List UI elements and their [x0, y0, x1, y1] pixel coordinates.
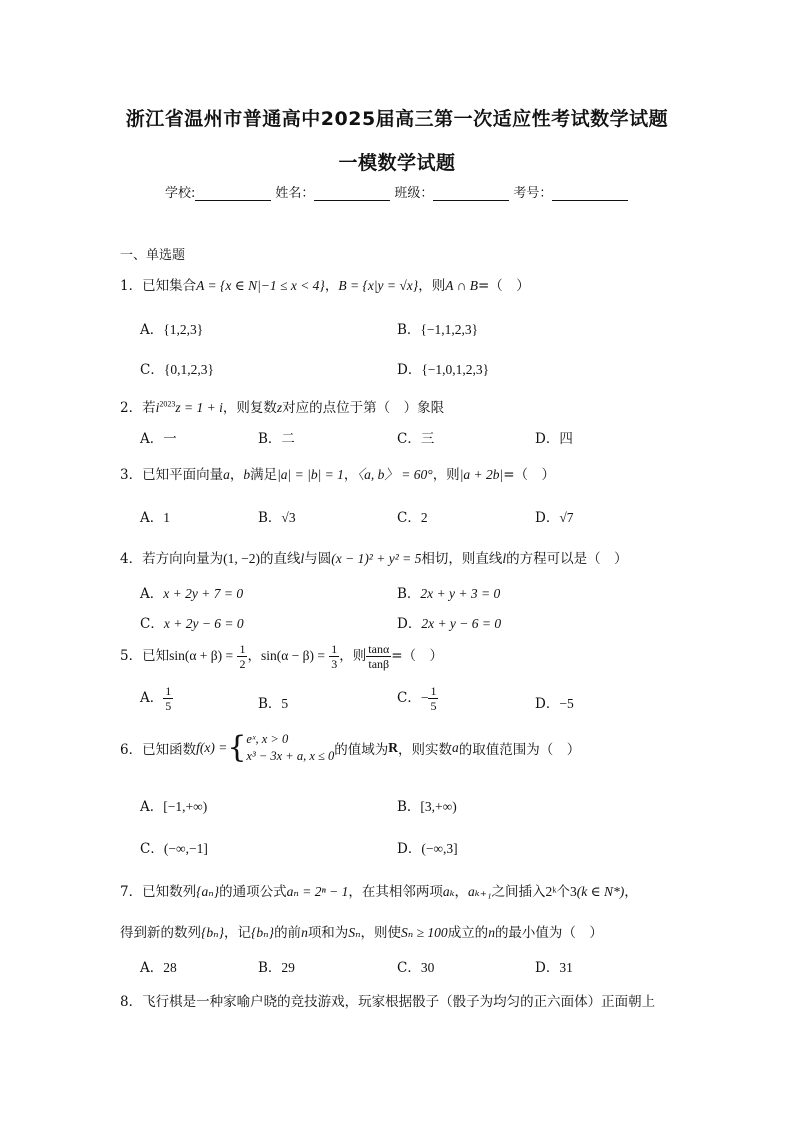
q4-option-d[interactable]: D．2x + y − 6 = 0 — [397, 616, 502, 632]
q5-option-d[interactable]: D．−5 — [535, 696, 574, 712]
q6-option-c[interactable]: C．(−∞,−1] — [140, 841, 208, 857]
q4-option-a[interactable]: A．x + 2y + 7 = 0 — [140, 586, 244, 602]
q1-sep: ， — [324, 278, 339, 294]
question-3: 3．已知平面向量a，b满足|a| = |b| = 1，〈a, b〉 = 60°，则|a + 2b|=（ ） — [120, 467, 556, 483]
name-blank[interactable] — [314, 186, 390, 201]
q7-option-c[interactable]: C．30 — [397, 960, 435, 976]
q3-option-d[interactable]: D．√7 — [535, 510, 574, 526]
q7-option-d[interactable]: D．31 — [535, 960, 573, 976]
q5-option-b[interactable]: B．5 — [258, 696, 289, 712]
q1-set-a: A = {x ∈ N|−1 ≤ x < 4} — [196, 278, 325, 293]
question-4: 4．若方向向量为(1, −2)的直线l与圆(x − 1)² + y² = 5相切，则直线l的方程可以是（ ） — [120, 551, 628, 567]
q5-option-c[interactable]: C．− $\frac{1}{5}$ — [397, 684, 437, 713]
q1-option-a[interactable]: A．{1,2,3} — [140, 322, 204, 338]
school-blank[interactable] — [195, 186, 271, 201]
q3-option-b[interactable]: B．√3 — [258, 510, 296, 526]
number-blank[interactable] — [552, 186, 628, 201]
q7-option-b[interactable]: B．29 — [258, 960, 295, 976]
class-blank[interactable] — [433, 186, 509, 201]
q6-option-b[interactable]: B．[3,+∞) — [397, 799, 457, 815]
question-1 — [120, 274, 530, 294]
question-8: 8．飞行棋是一种家喻户晓的竞技游戏，玩家根据骰子（骰子为均匀的正六面体）正面朝上 — [120, 994, 656, 1010]
question-6: 6．已知函数f(x) ={ eˣ, x > 0 x³ − 3x + a, x ≤ 0 的值域为R，则实数a的取值范围为（ ） — [120, 730, 581, 765]
class-label: 班级： — [394, 186, 434, 201]
q6-option-d[interactable]: D．(−∞,3] — [397, 841, 458, 857]
question-7-line-2: 得到新的数列{bₙ}，记{bₙ}的前n项和为Sₙ，则使Sₙ ≥ 100成立的n的最小值为（ ） — [120, 925, 603, 941]
q1-option-c[interactable]: C．{0,1,2,3} — [140, 362, 214, 378]
q1-blank: =（ ） — [477, 278, 530, 294]
school-label: 学校: — [165, 186, 196, 201]
q1-option-b[interactable]: B．{−1,1,2,3} — [397, 322, 479, 338]
q1-then: ，则 — [418, 278, 446, 294]
q1-option-d[interactable]: D．{−1,0,1,2,3} — [397, 362, 490, 378]
q4-option-b[interactable]: B．2x + y + 3 = 0 — [397, 586, 501, 602]
exam-title: 浙江省温州市普通高中2025届高三第一次适应性考试数学试题 — [125, 108, 669, 130]
question-7-line-1: 7．已知数列{aₙ}的通项公式aₙ = 2ⁿ − 1，在其相邻两项aₖ，aₖ₊₁之间插入2ᵏ个3(k ∈ N*)， — [120, 884, 638, 900]
q5-option-a[interactable]: A． $\frac{1}{5}$ — [140, 684, 172, 713]
q6-option-a[interactable]: A．[−1,+∞) — [140, 799, 208, 815]
q2-option-b[interactable]: B．二 — [258, 431, 295, 447]
q5-fraction-1: $\frac{1}{2}$ — [239, 642, 246, 671]
question-2: 2．若$i^{2023}z = 1 + i$，则复数z对应的点位于第（ ）象限 — [120, 399, 445, 416]
q1-expr: A ∩ B — [445, 278, 478, 293]
q4-option-c[interactable]: C．x + 2y − 6 = 0 — [140, 616, 244, 632]
name-label: 姓名： — [275, 186, 315, 201]
q1-stem: 1．已知集合 — [120, 278, 197, 294]
q2-option-a[interactable]: A．一 — [140, 431, 177, 447]
q2-option-c[interactable]: C．三 — [397, 431, 435, 447]
section-title: 一、单选题 — [120, 248, 186, 263]
q5-fraction-2: $\frac{1}{3}$ — [331, 642, 338, 671]
q3-option-c[interactable]: C．2 — [397, 510, 428, 526]
q5-fraction-3: $\frac{\tan\alpha}{\tan\beta}$ — [368, 642, 390, 671]
q2-option-d[interactable]: D．四 — [535, 431, 573, 447]
exam-subtitle: 一模数学试题 — [338, 152, 456, 174]
piecewise-brace: { eˣ, x > 0 x³ − 3x + a, x ≤ 0 — [227, 730, 335, 765]
q1-set-b: B = {x|y = √x} — [338, 278, 419, 293]
q3-option-a[interactable]: A．1 — [140, 510, 170, 526]
question-5: 5．已知sin(α + β) = $\frac{1}{2}$ ，sin(α − β) = $\frac{1}{3}$ ，则 $\frac{\tan\alpha}{\tan\beta}$ =（ ） — [120, 642, 444, 671]
number-label: 考号： — [513, 186, 553, 201]
q7-option-a[interactable]: A．28 — [140, 960, 177, 976]
student-info-row — [165, 182, 632, 201]
